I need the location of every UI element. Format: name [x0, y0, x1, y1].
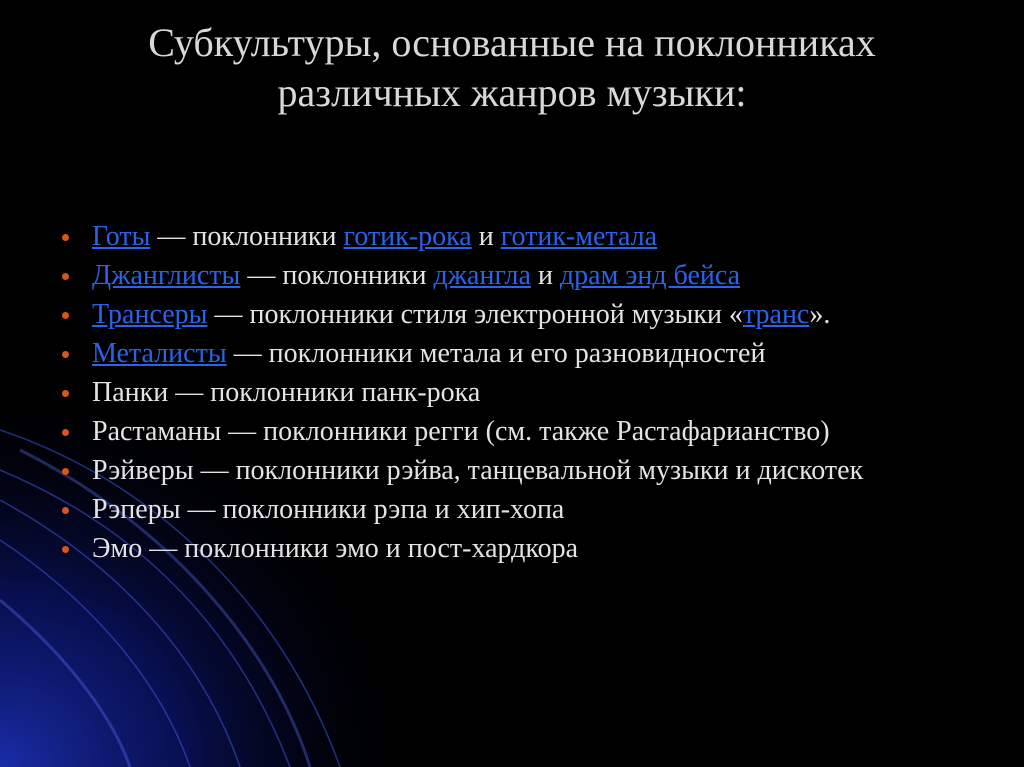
list-item — [62, 259, 942, 292]
bullet-icon — [62, 351, 69, 358]
bullet-icon — [62, 468, 69, 475]
item-text: и — [530, 260, 560, 291]
list-item — [62, 415, 942, 448]
bullet-icon — [62, 429, 69, 436]
slide-title — [60, 18, 964, 118]
item-text: Рэйверы — поклонники рэйва, танцевальной музыки и дискотек — [92, 455, 864, 486]
list-item — [62, 454, 942, 487]
link-metalheads[interactable]: Металисты — [92, 338, 227, 369]
item-text: — поклонники — [240, 260, 434, 291]
list-item — [62, 220, 942, 253]
item-text: Рэперы — поклонники рэпа и хип-хопа — [92, 494, 565, 525]
list-item — [62, 532, 942, 565]
bullet-icon — [62, 234, 69, 241]
item-text: — поклонники метала и его разновидностей — [226, 338, 766, 369]
link-jungle[interactable]: джангла — [433, 260, 531, 291]
link-trance[interactable]: транс — [742, 299, 810, 330]
item-text: — поклонники стиля электронной музыки « — [207, 299, 743, 330]
link-gothic-rock[interactable]: готик-рока — [343, 221, 472, 252]
bullet-icon — [62, 390, 69, 397]
item-text: Панки — поклонники панк-рока — [92, 377, 481, 408]
title-line-1: Субкультуры, основанные на поклонниках — [148, 20, 876, 65]
link-junglists[interactable]: Джанглисты — [92, 260, 241, 291]
link-gothic-metal[interactable]: готик-метала — [500, 221, 658, 252]
list-item — [62, 337, 942, 370]
bullet-icon — [62, 312, 69, 319]
bullet-icon — [62, 507, 69, 514]
item-text: — поклонники — [150, 221, 344, 252]
bullet-icon — [62, 273, 69, 280]
link-drum-and-bass[interactable]: драм энд бейса — [559, 260, 741, 291]
list-item — [62, 376, 942, 409]
list-item — [62, 298, 942, 331]
item-text: Эмо — поклонники эмо и пост-хардкора — [92, 533, 578, 564]
link-goths[interactable]: Готы — [92, 221, 151, 252]
bullet-icon — [62, 546, 69, 553]
list-item — [62, 493, 942, 526]
subculture-list — [62, 220, 942, 571]
link-trancers[interactable]: Трансеры — [92, 299, 208, 330]
item-text: ». — [809, 299, 831, 330]
item-text: и — [471, 221, 501, 252]
item-text: Растаманы — поклонники регги (см. также Растафарианство) — [92, 416, 830, 447]
title-line-2: различных жанров музыки: — [277, 70, 747, 115]
